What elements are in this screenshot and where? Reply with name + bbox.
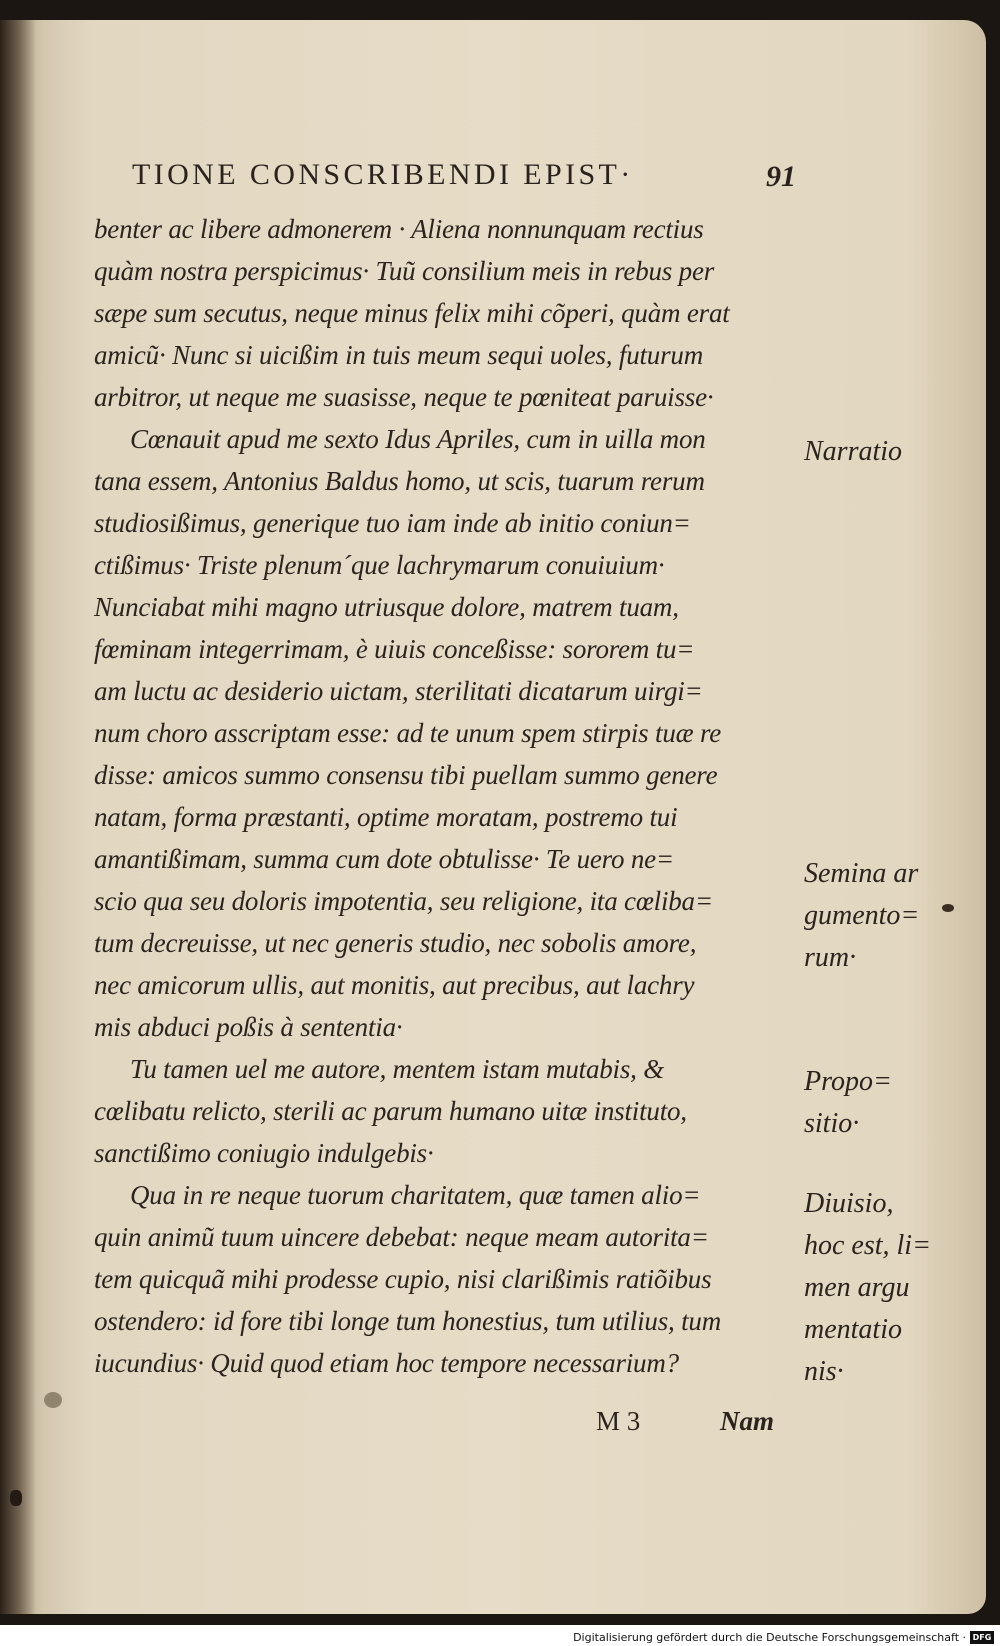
text-line: benter ac libere admonerem · Aliena nonnunquam rectius bbox=[94, 214, 704, 244]
running-head: TIONE CONSCRIBENDI EPIST· bbox=[132, 158, 634, 191]
text-line: cœlibatu relicto, sterili ac parum humano uitæ instituto, bbox=[94, 1096, 687, 1126]
catchword: Nam bbox=[720, 1406, 774, 1436]
digitization-credit: Digitalisierung gefördert durch die Deutsche Forschungsgemeinschaft · bbox=[573, 1631, 966, 1644]
text-line: natam, forma præstanti, optime moratam, postremo tui bbox=[94, 802, 678, 832]
text-line: tem quicquã mihi prodesse cupio, nisi clarißimis ratiõibus bbox=[94, 1264, 712, 1294]
text-line: disse: amicos summo consensu tibi puellam summo genere bbox=[94, 760, 718, 790]
marginal-note: men argu bbox=[804, 1272, 910, 1303]
text-line: tana essem, Antonius Baldus homo, ut scis, tuarum rerum bbox=[94, 466, 705, 496]
text-line: ostendero: id fore tibi longe tum honestius, tum utilius, tum bbox=[94, 1306, 722, 1336]
text-line: scio qua seu doloris impotentia, seu religione, ita cœliba= bbox=[94, 886, 713, 916]
text-line: sæpe sum secutus, neque minus felix mihi cõperi, quàm erat bbox=[94, 298, 730, 328]
marginal-note: Semina ar bbox=[804, 858, 919, 889]
text-line: iucundius· Quid quod etiam hoc tempore necessarium? bbox=[94, 1348, 679, 1378]
binding-gutter bbox=[0, 20, 36, 1614]
text-line: quàm nostra perspicimus· Tuũ consilium meis in rebus per bbox=[94, 256, 715, 286]
text-line: fœminam integerrimam, è uiuis conceßisse: sororem tu= bbox=[94, 634, 695, 664]
text-line: sanctißimo coniugio indulgebis· bbox=[94, 1138, 434, 1168]
text-line: Cœnauit apud me sexto Idus Apriles, cum in uilla mon bbox=[130, 424, 706, 454]
text-line: Tu tamen uel me autore, mentem istam mutabis, & bbox=[130, 1054, 665, 1084]
text-line: tum decreuisse, ut nec generis studio, nec sobolis amore, bbox=[94, 928, 697, 958]
text-line: amicũ· Nunc si uicißim in tuis meum sequi uoles, futurum bbox=[94, 340, 704, 370]
text-line: am luctu ac desiderio uictam, sterilitati dicatarum uirgi= bbox=[94, 676, 703, 706]
marginal-note: mentatio bbox=[804, 1314, 902, 1345]
text-line: quin animũ tuum uincere debebat: neque meam autorita= bbox=[94, 1222, 709, 1252]
ink-stain bbox=[44, 1392, 62, 1408]
marginal-note: sitio· bbox=[804, 1108, 860, 1139]
marginal-note: rum· bbox=[804, 942, 857, 973]
marginal-note: hoc est, li= bbox=[804, 1230, 931, 1261]
text-line: num choro asscriptam esse: ad te unum spem stirpis tuæ re bbox=[94, 718, 722, 748]
dfg-logo: DFG bbox=[970, 1631, 994, 1644]
text-line: arbitror, ut neque me suasisse, neque te pœniteat paruisse· bbox=[94, 382, 714, 412]
text-line: nec amicorum ullis, aut monitis, aut precibus, aut lachry bbox=[94, 970, 695, 1000]
marginal-note: gumento= bbox=[804, 900, 920, 931]
text-line: studiosißimus, generique tuo iam inde ab initio coniun= bbox=[94, 508, 691, 538]
page-number: 91 bbox=[766, 160, 796, 193]
text-line: Nunciabat mihi magno utriusque dolore, matrem tuam, bbox=[94, 592, 679, 622]
marginal-note: Propo= bbox=[804, 1066, 892, 1097]
text-line: ctißimus· Triste plenum´que lachrymarum conuiuium· bbox=[94, 550, 665, 580]
text-line: mis abduci poßis à sententia· bbox=[94, 1012, 403, 1042]
marginal-note: nis· bbox=[804, 1356, 844, 1387]
text-line: Qua in re neque tuorum charitatem, quæ tamen alio= bbox=[130, 1180, 701, 1210]
ink-stain bbox=[10, 1490, 22, 1506]
signature-mark: M 3 bbox=[596, 1406, 641, 1436]
marginal-note: Narratio bbox=[804, 436, 903, 467]
text-line: amantißimam, summa cum dote obtulisse· Te uero ne= bbox=[94, 844, 674, 874]
margin-mark bbox=[942, 904, 954, 912]
marginal-note: Diuisio, bbox=[804, 1188, 894, 1219]
